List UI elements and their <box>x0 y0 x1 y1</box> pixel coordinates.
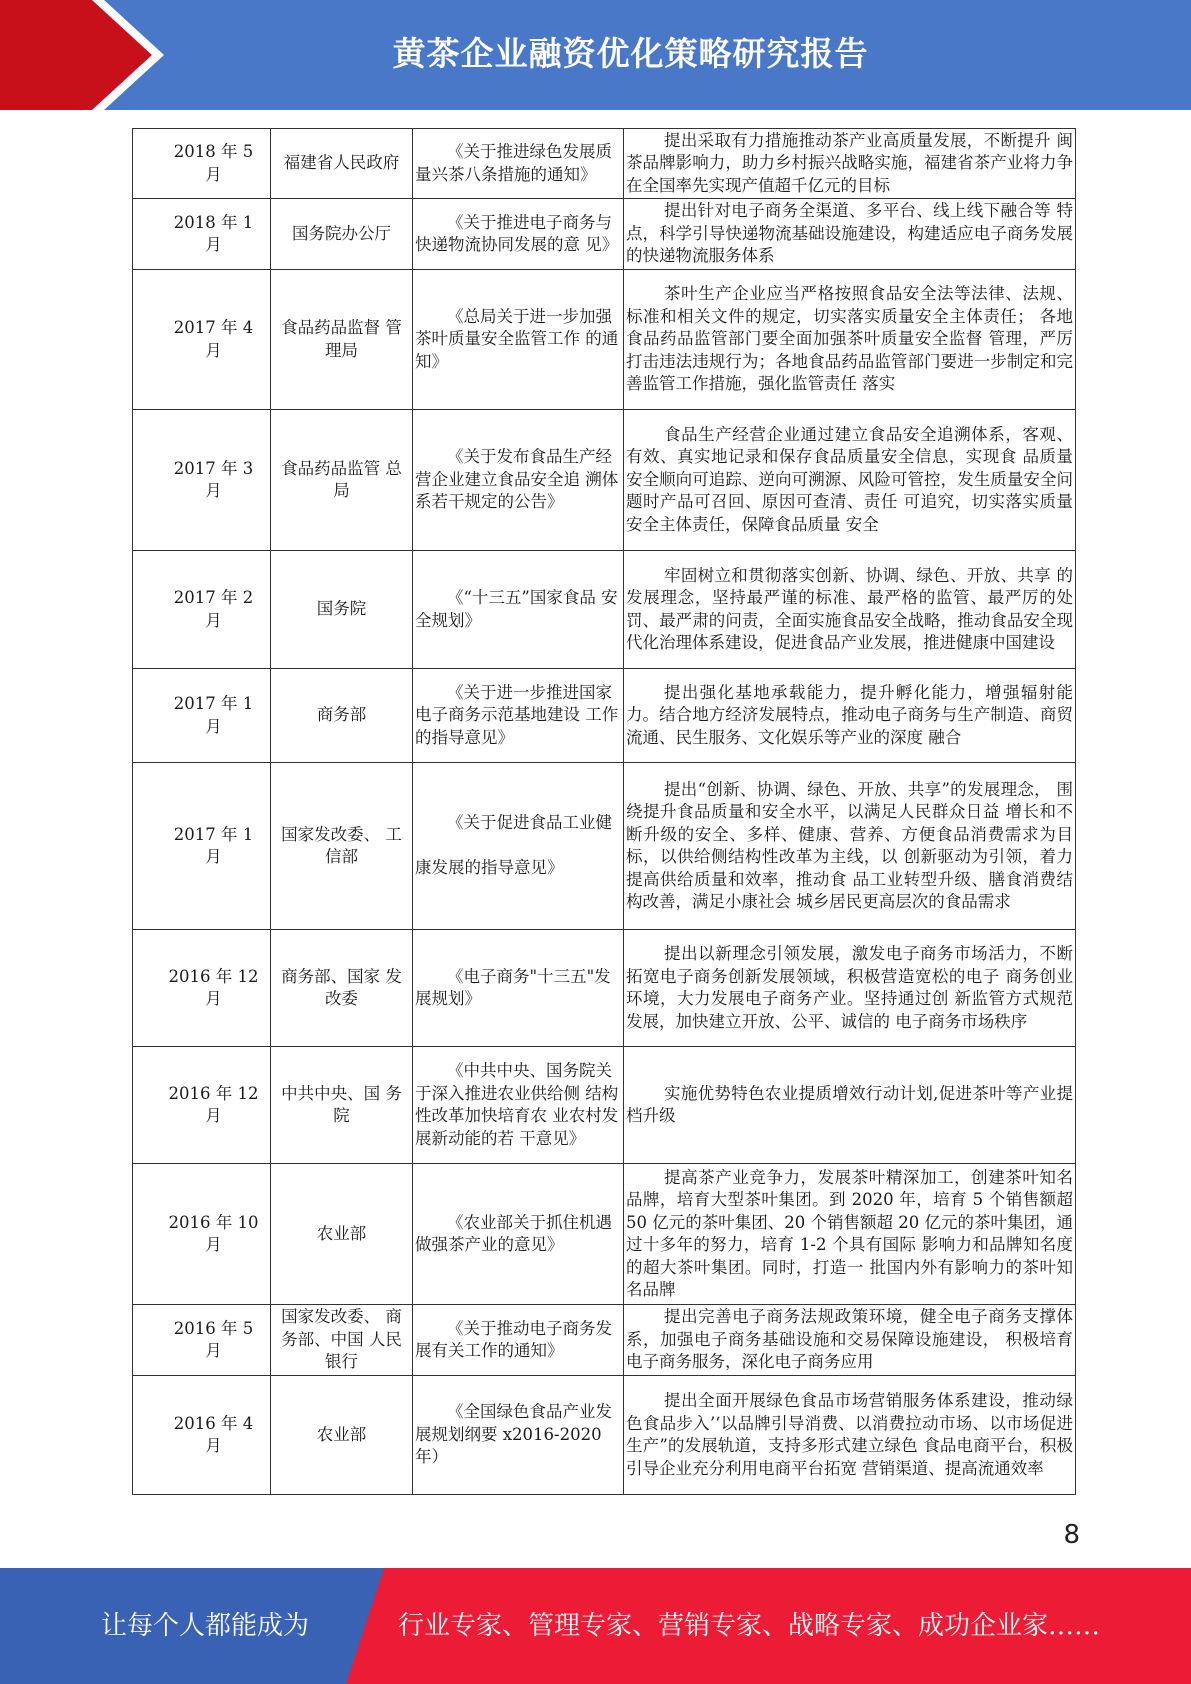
row-doc-line2: 康发展的指导意见》 <box>415 858 564 878</box>
row-desc: 茶叶生产企业应当严格按照食品安全法等法律、法规、 标准和相关文件的规定，切实落实质量安全主体责任； 各地食品药品监管部门要全面加强茶叶质量安全监督 管理，严厉打击违法违规行为；各地食品药品监管部门要进一步制定和完善监管工作措施，强化监管责任 落实 <box>624 270 1076 410</box>
row-doc: 《农业部关于抓住机遇 做强茶产业的意见》 <box>413 1164 624 1305</box>
row-desc: 提高茶产业竞争力，发展茶叶精深加工，创建茶叶知名品牌，培育大型茶叶集团。到 2020 年，培育 5 个销售额超 50 亿元的茶叶集团、20 个销售额超 20 亿元的茶叶集团，通过十多年的努力，培育 1-2 个具有国际 影响力和品牌知名度的超大茶叶集团。同时，打造一 批国内外有影响力的茶叶知名品牌 <box>624 1164 1076 1305</box>
row-doc: 《关于推进绿色发展质 量兴茶八条措施的通知》 <box>413 129 624 199</box>
row-desc: 食品生产经营企业通过建立食品安全追溯体系，客观、 有效、真实地记录和保存食品质量安全信息，实现食 品质量安全顺向可追踪、逆向可溯源、风险可管控，发生质量安全问题时产品可召回、原因可查清、责任 可追究，切实落实质量安全主体责任，保障食品质量 安全 <box>624 410 1076 551</box>
row-org: 国家发改委、 商务部、中国 人民银行 <box>271 1305 413 1376</box>
table-row <box>133 129 1076 199</box>
row-desc: 提出强化基地承载能力，提升孵化能力，增强辐射能 力。结合地方经济发展特点，推动电子商务与生产制造、商贸流通、民生服务、文化娱乐等产业的深度 融合 <box>624 669 1076 763</box>
row-org: 商务部 <box>271 669 413 763</box>
row-date: 2017 年 4 月 <box>133 270 271 410</box>
page-number: 8 <box>1063 1520 1080 1550</box>
row-date: 2016 年 5 月 <box>133 1305 271 1376</box>
row-date: 2017 年 1 月 <box>133 669 271 763</box>
table-row <box>133 669 1076 763</box>
row-doc: 《“十三五”国家食品 安全规划》 <box>413 551 624 669</box>
row-doc: 《总局关于进一步加强 茶叶质量安全监管工作 的通知》 <box>413 270 624 410</box>
table-row <box>133 1305 1076 1376</box>
row-desc: 提出针对电子商务全渠道、多平台、线上线下融合等 特点，科学引导快递物流基础设施建设，构建适应电子商务发展的快递物流服务体系 <box>624 199 1076 270</box>
report-title: 黄茶企业融资优化策略研究报告 <box>392 34 869 73</box>
row-date: 2017 年 1 月 <box>133 763 271 930</box>
row-org: 国家发改委、 工信部 <box>271 763 413 930</box>
row-org: 国务院 <box>271 551 413 669</box>
table-row <box>133 270 1076 410</box>
policy-table <box>132 128 1073 1496</box>
row-org: 农业部 <box>271 1164 413 1305</box>
row-date: 2018 年 1 月 <box>133 199 271 270</box>
row-date: 2018 年 5 月 <box>133 129 271 199</box>
row-date: 2017 年 3 月 <box>133 410 271 551</box>
row-doc: 《全国绿色食品产业发 展规划纲要 x2016-2020 年） <box>413 1376 624 1495</box>
row-doc: 《关于推进电子商务与 快递物流协同发展的意 见》 <box>413 199 624 270</box>
row-desc: 提出以新理念引领发展，激发电子商务市场活力，不断拓宽电子商务创新发展领域，积极营造宽松的电子 商务创业环境，大力发展电子商务产业。坚持通过创 新监管方式规范发展，加快建立开放、公平、诚信的 电子商务市场秩序 <box>624 930 1076 1047</box>
row-date: 2016 年 10 月 <box>133 1164 271 1305</box>
row-doc-line1: 《关于促进食品工业健 <box>447 813 612 833</box>
table-row <box>133 551 1076 669</box>
row-desc: 牢固树立和贯彻落实创新、协调、绿色、开放、共享 的发展理念，坚持最严谨的标准、最严格的监管、最严厉的处罚、最严肃的问责，全面实施食品安全战略，推动食品安全现代化治理体系建设，促进食品产业发展，推进健康中国建设 <box>624 551 1076 669</box>
row-desc: 提出完善电子商务法规政策环境，健全电子商务支撑体系，加强电子商务基础设施和交易保障设施建设， 积极培育电子商务服务，深化电子商务应用 <box>624 1305 1076 1376</box>
footer-slogan-right: 行业专家、管理专家、营销专家、战略专家、成功企业家…… <box>398 1611 1101 1641</box>
row-desc: 提出采取有力措施推动茶产业高质量发展，不断提升 闽茶品牌影响力，助力乡村振兴战略实施，福建省茶产业将力争在全国率先实现产值超千亿元的目标 <box>624 129 1076 199</box>
row-date: 2016 年 12 月 <box>133 1047 271 1164</box>
row-doc: 《关于进一步推进国家 电子商务示范基地建设 工作的指导意见》 <box>413 669 624 763</box>
row-org: 中共中央、国 务院 <box>271 1047 413 1164</box>
table-row <box>133 1376 1076 1495</box>
row-doc: 《关于推动电子商务发 展有关工作的通知》 <box>413 1305 624 1376</box>
row-doc <box>413 763 624 930</box>
row-desc: 提出“创新、协调、绿色、开放、共享”的发展理念， 围绕提升食品质量和安全水平，以满足人民群众日益 增长和不断升级的安全、多样、健康、营养、方便食品消费需求为目标，以供给侧结构性改革为主线，以 创新驱动为引领，着力提高供给质量和效率，推动食 品工业转型升级、膳食消费结构改善，满足小康社会 城乡居民更高层次的食品需求 <box>624 763 1076 930</box>
row-org: 商务部、国家 发改委 <box>271 930 413 1047</box>
table-row <box>133 1047 1076 1164</box>
footer-slogan-left: 让每个人都能成为 <box>100 1611 309 1641</box>
page-footer <box>0 1568 1191 1684</box>
row-doc: 《电子商务"十三五"发展规划》 <box>413 930 624 1047</box>
row-desc: 实施优势特色农业提质增效行动计划,促进茶叶等产业提档升级 <box>624 1047 1076 1164</box>
row-org: 食品药品监管 总局 <box>271 410 413 551</box>
page-header <box>0 0 1191 110</box>
row-date: 2016 年 12 月 <box>133 930 271 1047</box>
table-row <box>133 763 1076 930</box>
table-row <box>133 410 1076 551</box>
table-row <box>133 930 1076 1047</box>
row-org: 国务院办公厅 <box>271 199 413 270</box>
row-date: 2016 年 4 月 <box>133 1376 271 1495</box>
row-org: 福建省人民政府 <box>271 129 413 199</box>
row-org: 食品药品监督 管理局 <box>271 270 413 410</box>
row-doc: 《中共中央、国务院关 于深入推进农业供给侧 结构性改革加快培育农 业农村发展新动能的若 干意见》 <box>413 1047 624 1164</box>
table-row <box>133 1164 1076 1305</box>
row-org: 农业部 <box>271 1376 413 1495</box>
row-date: 2017 年 2 月 <box>133 551 271 669</box>
row-doc: 《关于发布食品生产经 营企业建立食品安全追 溯体系若干规定的公告》 <box>413 410 624 551</box>
row-desc: 提出全面开展绿色食品市场营销服务体系建设，推动绿色食品步入’‘以品牌引导消费、以消费拉动市场、以市场促进生产”的发展轨道，支持多形式建立绿色 食品电商平台，积极引导企业充分利用电商平台拓宽 营销渠道、提高流通效率 <box>624 1376 1076 1495</box>
table-row <box>133 199 1076 270</box>
